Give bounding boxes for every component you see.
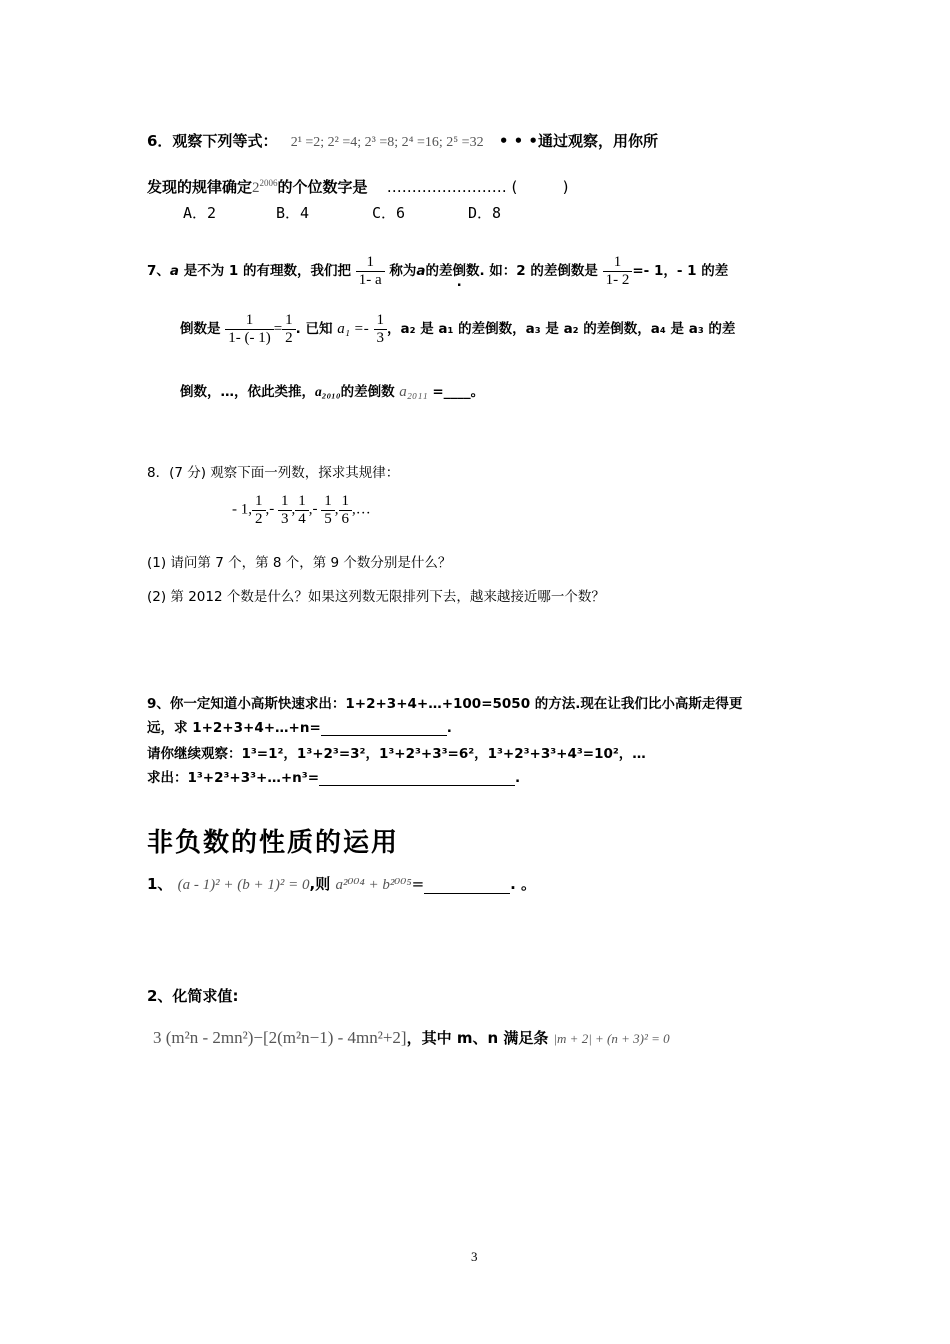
q7-line2-b: . 已知 [295, 321, 333, 337]
q6-power [252, 180, 278, 196]
p1-lead: 1、 [147, 875, 173, 893]
q7-frac3 [225, 312, 273, 346]
p1-mid: ,则 [309, 875, 331, 893]
q6-line2 [147, 176, 568, 197]
q9-line2 [147, 716, 452, 736]
q7-text2: 称为 [389, 263, 417, 279]
q7-lead: 7、 [147, 263, 170, 279]
q6-paren-close: ) [562, 178, 569, 196]
p2-cond-expr: |m + 2| + (n + 3)² = 0 [553, 1031, 670, 1046]
p2-expr: 3 (m²n - 2mn²)−[2(m²n−1) - 4mn²+2] [153, 1028, 407, 1047]
q7-frac5 [374, 312, 388, 346]
q6-line2a: 发现的规律确定 [147, 178, 253, 196]
q8-sub2: (2) 第 2012 个数是什么？如果这列数无限排列下去，越来越接近哪一个数？ [147, 589, 605, 605]
q8-term-2-num: 1 [278, 493, 292, 511]
q8-lead: 8．(7 分) 观察下面一列数，探求其规律： [147, 465, 400, 481]
q7-a2010: a₂₀₁₀ [315, 384, 341, 399]
q7-a-var: a [169, 263, 180, 279]
q9-line4-text: 求出：1³+2³+3³+…+n³= [147, 770, 319, 786]
q7-line2-c: ，a₂ 是 a₁ 的差倒数，a₃ 是 a₂ 的差倒数，a₄ 是 a₃ 的差 [387, 321, 736, 337]
q9-line4-end: . [515, 770, 521, 786]
section-title: 非负数的性质的运用 [147, 828, 400, 858]
p1-expr2: a²⁰⁰⁴ + b²⁰⁰⁵ [335, 877, 412, 893]
q8-term-3 [295, 493, 309, 527]
q7-text4: . 如：2 的差倒数是 [479, 263, 598, 279]
q6-equations: 2¹ =2; 2² =4; 2³ =8; 2⁴ =16; 2⁵ =32 [290, 135, 484, 150]
q9-blank-2 [319, 771, 515, 786]
q7-emph: 差倒数 [438, 263, 480, 279]
q7-frac1-num: 1 [356, 254, 385, 272]
q9-line4 [147, 766, 520, 786]
q7-frac2-num: 1 [603, 254, 633, 272]
q9-line2-text: 远，求 1+2+3+4+…+n= [147, 720, 321, 736]
q6-power-exp: 2006 [259, 178, 278, 188]
q7-frac5-num: 1 [374, 312, 388, 330]
q7-frac5-den: 3 [376, 329, 384, 346]
q9-line1: 9、你一定知道小高斯快速求出：1+2+3+4+…+100=5050 的方法.现在让我们比小高斯走得更 [147, 696, 743, 712]
p1-expr: (a - 1)² + (b + 1)² = 0 [177, 877, 310, 893]
q8-term-4-den: 5 [324, 510, 332, 527]
q8-term-2 [269, 493, 291, 527]
q7-frac3-den: 1- (- 1) [228, 329, 271, 346]
q7-line3-b: 的差倒数 [340, 384, 395, 400]
page-number: 3 [471, 1249, 478, 1264]
q8-term-4-num: 1 [321, 493, 335, 511]
q8-term-1-num: 1 [252, 493, 266, 511]
q7-line2-a: 倒数是 [180, 321, 221, 337]
q8-seq-start: - 1, [232, 501, 252, 518]
p2-line [153, 1027, 670, 1048]
q6-option-d: D．8 [468, 204, 502, 222]
q6-lead: 6．观察下列等式： [147, 132, 278, 150]
q7-eq-sign: = [273, 321, 283, 337]
q8-term-2-den: 3 [281, 510, 289, 527]
q6-line2b: 的个位数字是 [277, 178, 368, 196]
q7-frac4-den: 2 [285, 329, 293, 346]
p1-end: . 。 [510, 875, 537, 893]
q6-line1 [147, 130, 658, 151]
q7-a1-eq: a₁ =- [337, 321, 369, 337]
q7-frac1 [356, 254, 385, 288]
q8-term-3-den: 4 [298, 510, 306, 527]
q8-term-3-num: 1 [295, 493, 309, 511]
q6-options [183, 202, 501, 223]
q7-frac4 [282, 312, 296, 346]
q9-blank-1 [321, 721, 447, 736]
q7-frac1-den: 1- a [358, 271, 382, 288]
q7-text5: =- 1，- 1 的差 [632, 263, 729, 279]
p1-eq: = [411, 875, 425, 893]
p1-blank [424, 877, 510, 894]
q8-sub1: (1) 请问第 7 个，第 8 个，第 9 个数分别是什么？ [147, 555, 452, 571]
q7-frac2-den: 1- 2 [605, 271, 630, 288]
q8-term-2-sign: - [269, 501, 278, 518]
q7-line2 [180, 312, 735, 346]
p2-lead: 2、化简求值: [147, 987, 239, 1005]
q8-sequence: - 1, $\frac{1}{2}$ ,- $\frac{1}{3}$ , $\frac{1}{4}$ ,- $\frac{1}{5}$ , $\frac{1}{6}$ ,… [232, 493, 371, 527]
q9-line3: 请你继续观察：1³=1²，1³+2³=3²，1³+2³+3³=6²，1³+2³+3³+4³=10²，… [147, 746, 646, 762]
q8-term-5-num: 1 [339, 493, 353, 511]
q7-frac4-num: 1 [282, 312, 296, 330]
q8-term-4-sign: - [312, 501, 322, 518]
q7-text1: 是不为 1 的有理数，我们把 [183, 263, 352, 279]
q6-mid: • • •通过观察，用你所 [498, 132, 659, 150]
q7-line3 [180, 380, 484, 401]
q7-frac3-num: 1 [225, 312, 273, 330]
q7-a2011: a₂₀₁₁ [399, 384, 428, 400]
q8-term-4 [312, 493, 335, 527]
q6-option-b: B．4 [276, 204, 310, 222]
q7-a-var2: a [416, 263, 426, 279]
q7-line1 [147, 254, 728, 288]
q6-dots: …………………… ( [386, 178, 518, 196]
q7-text3: 的 [425, 263, 439, 279]
q7-frac2 [603, 254, 633, 288]
q7-line3-a: 倒数，…，依此类推， [180, 384, 315, 400]
q8-term-5 [339, 493, 353, 527]
q8-term-1 [252, 493, 266, 527]
q6-power-base: 2 [252, 180, 260, 196]
q8-term-1-den: 2 [255, 510, 263, 527]
p1-line [147, 873, 536, 894]
q7-line3-c: =____。 [432, 384, 485, 400]
q6-option-a: A．2 [183, 204, 217, 222]
q8-term-5-den: 6 [341, 510, 349, 527]
q6-option-c: C．6 [372, 204, 406, 222]
p2-cond-text: ，其中 m、n 满足条 [406, 1029, 549, 1047]
q9-line2-end: . [446, 720, 452, 736]
q8-seq-end: ,… [352, 501, 371, 518]
